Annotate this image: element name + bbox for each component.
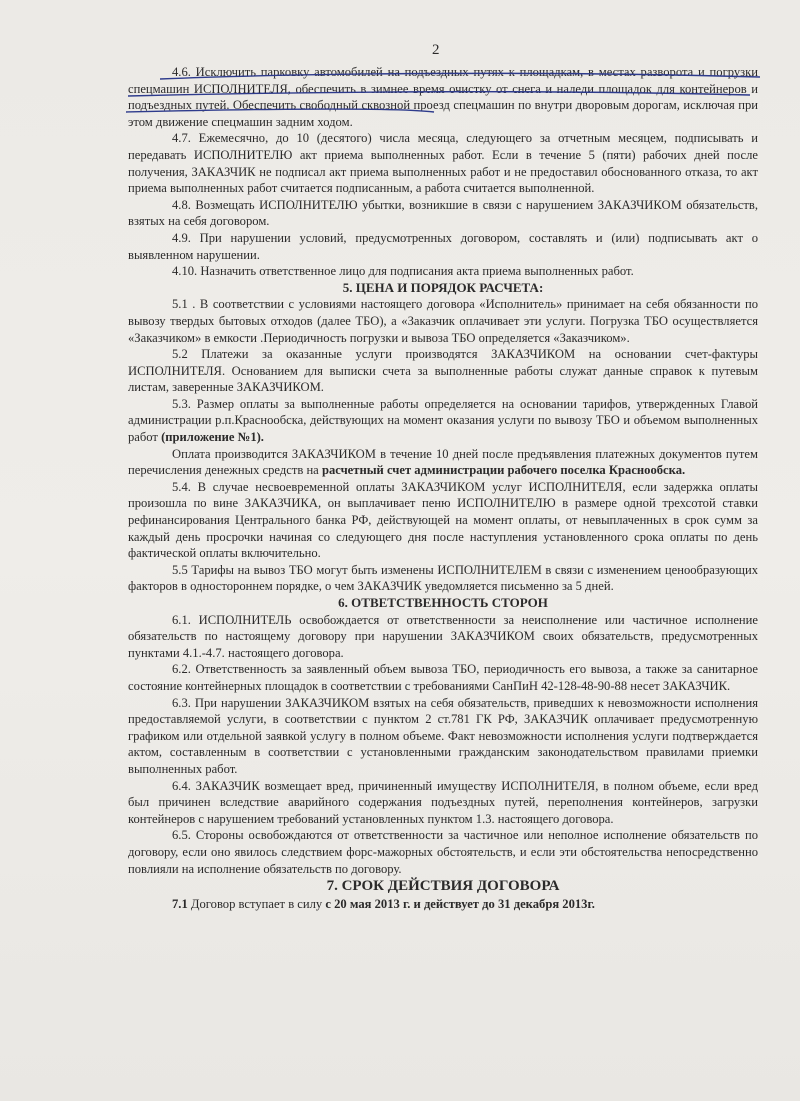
contract-body [128,64,758,913]
section-5-heading: 5. ЦЕНА И ПОРЯДОК РАСЧЕТА: [342,279,544,295]
clause-5-1: 5.1 . В соответствии с условиями настоящего договора «Исполнитель» принимает на себя обязанности по вывозу твердых бытовых отходов (далее ТБО), а «Заказчик оплачивает эти услуги. Погрузка ТБО осуществляется «Заказчиком» в емкости .Периодичность погрузки и вывоза ТБО определяется «Заказчиком». [128,297,758,345]
clause-4-8: 4.8. Возмещать ИСПОЛНИТЕЛЮ убытки, возникшие в связи с нарушением ЗАКАЗЧИКОМ обязательств, взятых на себя договором. [128,197,758,229]
clause-5-3 [128,396,758,446]
payment-text: Оплата производится ЗАКАЗЧИКОМ в течение 10 дней после предъявления платежных документов путем перечисления денежных средств на [128,446,758,478]
page-number: 2 [432,42,440,58]
clause-5-3-text: 5.3. Размер оплаты за выполненные работы определяется на основании тарифов, утвержденных Главой администрации р.п.Краснообска, действующих на момент оказания услуги по вывозу ТБО и объемом выполненных работ [128,396,758,445]
clause-4-6: 4.6. Исключить парковку автомобилей на подъездных путях к площадкам, в местах разворота и погрузки спецмашин ИСПОЛНИТЕЛЯ, обеспечить в зимнее время очистку от снега и наледи площадок для контейнеров и подъездных путей. Обеспечить свободный сквозной проезд спецмашин по внутри дворовым дорогам, исключая при этом движение спецмашин задним ходом. [128,65,758,129]
clause-5-5: 5.5 Тарифы на вывоз ТБО могут быть изменены ИСПОЛНИТЕЛЕМ в связи с изменением ценообразующих факторов в одностороннем порядке, о чем ЗАКАЗЧИК уведомляется письменно за 5 дней. [128,562,758,594]
clause-5-2: 5.2 Платежи за оказанные услуги производятся ЗАКАЗЧИКОМ на основании счет-фактуры ИСПОЛНИТЕЛЯ. Основанием для выписки счета за выполненные работы служат данные справок к путевым листам, заверенные ЗАКАЗЧИКОМ. [128,347,758,395]
clause-4-10: 4.10. Назначить ответственное лицо для подписания акта приема выполненных работ. [172,264,634,279]
clause-7-1 [128,896,758,913]
clause-6-5: 6.5. Стороны освобождаются от ответственности за частичное или неполное исполнение обязательств по договору, если оно явилось следствием форс-мажорных обстоятельств, и если эти обстоятельства непосредственно повлияли на исполнение обязательств по договору. [128,828,758,876]
clause-7-1-number: 7.1 [172,897,188,912]
clause-6-1: 6.1. ИСПОЛНИТЕЛЬ освобождается от ответственности за неисполнение или частичное исполнение обязательств по настоящему договору при нарушении ЗАКАЗЧИКОМ своих обязательств, предусмотренных пунктами 4.1.-4.7. настоящего договора. [128,612,758,660]
clause-4-7: 4.7. Ежемесячно, до 10 (десятого) числа месяца, следующего за отчетным месяцем, подписывать и передавать ИСПОЛНИТЕЛЮ акт приема выполненных работ. Если в течение 5 (пяти) рабочих дней после получения, ЗАКАЗЧИК не подписал акт приема выполненных работ и не предоставил обоснованного отказа, то акт приема выполненных работ считается подписанным, а работа считается выполненной. [128,131,758,196]
clause-6-3: 6.3. При нарушении ЗАКАЗЧИКОМ взятых на себя обязательств, приведших к невозможности исполнения предоставляемой услуги, в соответствии с пунктом 2 ст.781 ГК РФ, ЗАКАЗЧИК оплачивает предусмотренную графиком или отдельной заявкой услугу в полном объеме. Факт невозможности исполнения услуги подтверждается актом, составленным в соответствии с установленными гражданским законодательством правилами приемки выполненных работ. [128,695,758,776]
section-7-heading: 7. СРОК ДЕЙСТВИЯ ДОГОВОРА [326,878,560,895]
appendix-ref: (приложение №1). [161,430,264,445]
clause-7-1-text: Договор вступает в силу [190,897,323,912]
clause-5-4: 5.4. В случае несвоевременной оплаты ЗАКАЗЧИКОМ услуг ИСПОЛНИТЕЛЯ, если задержка оплаты произошла по вине ЗАКАЗЧИКА, он выплачивает пеню ИСПОЛНИТЕЛЮ в размере одной трехсотой ставки рефинансирования Центрального банка РФ, действующей на момент оплаты, от невыплаченных в срок сумм за каждый день просрочки начиная со следующего дня после наступления установленного срока оплаты по день фактической оплаты включительно. [128,479,758,561]
clause-6-2: 6.2. Ответственность за заявленный объем вывоза ТБО, периодичность его вывоза, а также за санитарное состояние контейнерных площадок в соответствии с требованиями СанПиН 42-128-48-90-88 несет ЗАКАЗЧИК. [128,662,758,693]
clause-5-3-payment [128,446,758,479]
contract-term: с 20 мая 2013 г. и действует до 31 декабря 2013г. [325,897,595,912]
section-6-heading: 6. ОТВЕТСТВЕННОСТЬ СТОРОН [338,595,548,610]
settlement-account: расчетный счет администрации рабочего поселка Краснообска. [321,463,686,478]
clause-6-4: 6.4. ЗАКАЗЧИК возмещает вред, причиненный имуществу ИСПОЛНИТЕЛЯ, в полном объеме, если вред был причинен вследствие аварийного содержания подъездных путей, переполнения контейнеров, загрузки контейнеров с нарушением требований установленных пунктом 1.3. настоящего договора. [128,778,758,826]
clause-4-9: 4.9. При нарушении условий, предусмотренных договором, составлять и (или) подписывать акт о выявленном нарушении. [128,230,758,262]
